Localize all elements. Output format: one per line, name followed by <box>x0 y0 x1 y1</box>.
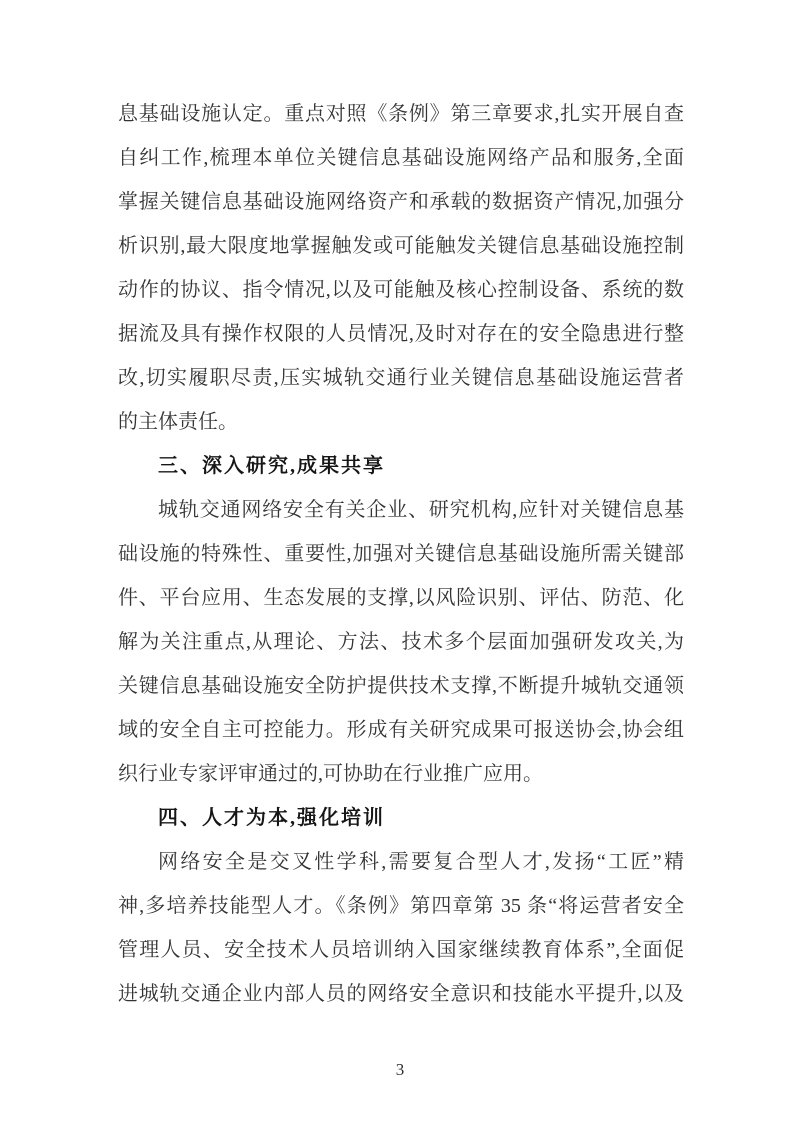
body-text-line: 管理人员、安全技术人员培训纳入国家继续教育体系”,全面促 <box>118 939 684 961</box>
body-text-line: 城轨交通网络安全有关企业、研究机构,应针对关键信息基 <box>158 499 684 521</box>
body-text-line: 动作的协议、指令情况,以及可能触及核心控制设备、系统的数 <box>118 279 684 301</box>
section-heading-3: 三、深入研究,成果共享 <box>158 455 385 477</box>
body-text-line: 的主体责任。 <box>118 411 238 433</box>
body-text-line: 进城轨交通企业内部人员的网络安全意识和技能水平提升,以及 <box>118 983 684 1005</box>
body-text-line: 掌握关键信息基础设施网络资产和承载的数据资产情况,加强分 <box>118 191 684 213</box>
body-text-line: 自纠工作,梳理本单位关键信息基础设施网络产品和服务,全面 <box>118 147 684 169</box>
page-number: 3 <box>395 1060 405 1079</box>
body-text-line: 织行业专家评审通过的,可协助在行业推广应用。 <box>118 763 543 785</box>
body-text-line: 关键信息基础设施安全防护提供技术支撑,不断提升城轨交通领 <box>118 675 684 697</box>
body-text-line: 神,多培养技能型人才。《条例》第四章第 35 条“将运营者安全 <box>118 895 684 917</box>
body-text-line: 改,切实履职尽责,压实城轨交通行业关键信息基础设施运营者 <box>118 367 684 389</box>
body-text-line: 据流及具有操作权限的人员情况,及时对存在的安全隐患进行整 <box>118 323 684 345</box>
body-text-line: 件、平台应用、生态发展的支撑,以风险识别、评估、防范、化 <box>118 587 684 609</box>
body-text-line: 息基础设施认定。重点对照《条例》第三章要求,扎实开展自查 <box>118 103 684 125</box>
body-text-line: 础设施的特殊性、重要性,加强对关键信息基础设施所需关键部 <box>118 543 684 565</box>
body-text-line: 网络安全是交叉性学科,需要复合型人才,发扬“工匠”精 <box>158 851 684 873</box>
section-heading-4: 四、人才为本,强化培训 <box>158 807 385 829</box>
body-text-line: 域的安全自主可控能力。形成有关研究成果可报送协会,协会组 <box>118 719 684 741</box>
body-text-line: 解为关注重点,从理论、方法、技术多个层面加强研发攻关,为 <box>118 631 684 653</box>
body-text-line: 析识别,最大限度地掌握触发或可能触发关键信息基础设施控制 <box>118 235 684 257</box>
document-body <box>118 92 684 1016</box>
